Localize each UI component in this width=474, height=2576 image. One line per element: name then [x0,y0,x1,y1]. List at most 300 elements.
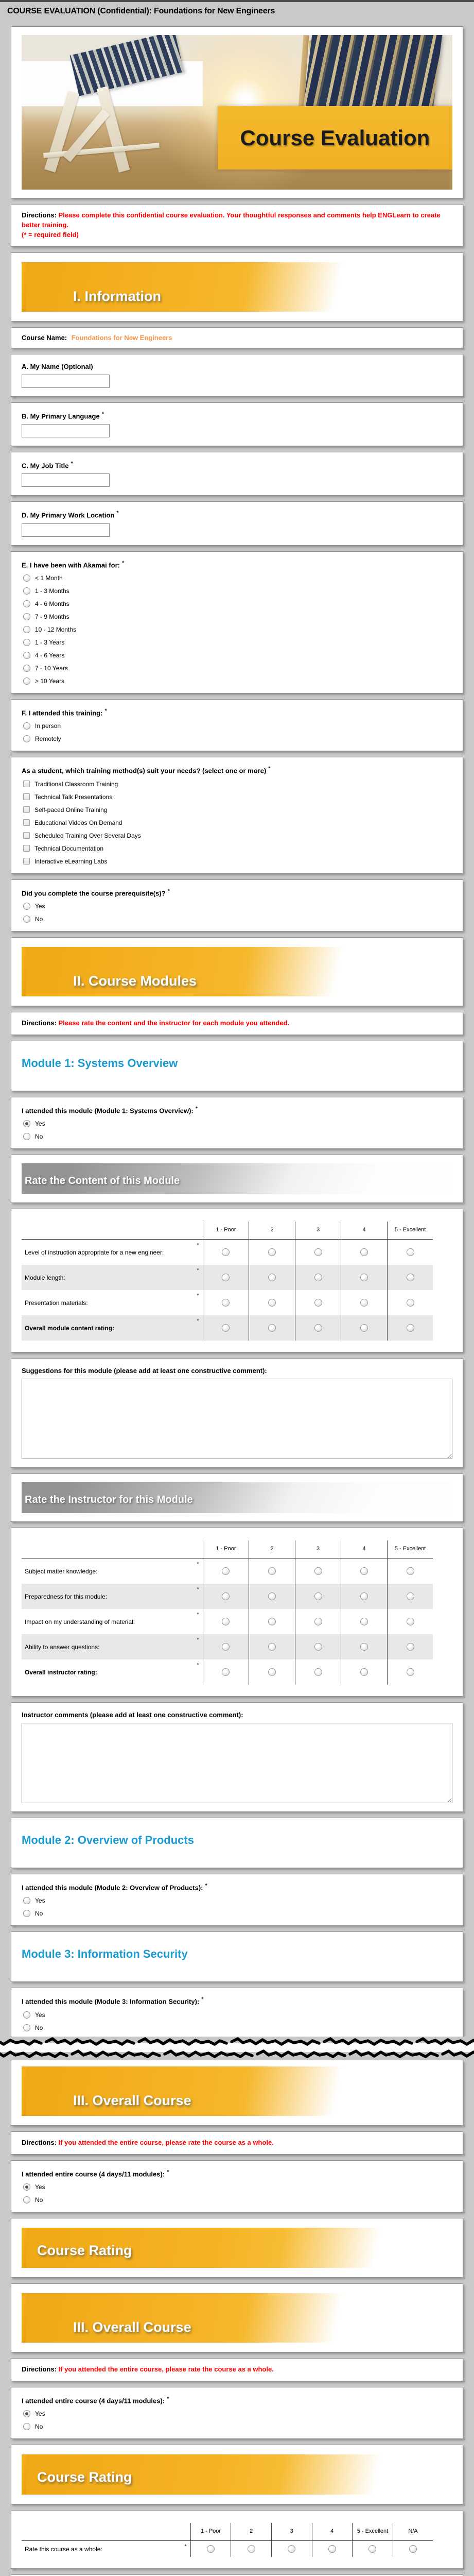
rating-radio[interactable] [407,1643,414,1651]
question-label: As a student, which training method(s) suit your needs? (select one or more) * [22,766,271,775]
table-row [22,1265,433,1290]
scale-column-header: 1 - Poor [190,2523,231,2540]
section-header-modules [11,937,463,1006]
option-label: Scheduled Training Over Several Days [34,832,141,839]
radio-option[interactable] [23,2196,452,2204]
table-row [22,1584,433,1609]
rating-radio[interactable] [222,1643,230,1651]
radio-icon [23,2024,30,2031]
required-asterisk: * [197,1561,199,1567]
section-header-overall [11,2060,463,2126]
checkbox-icon [23,793,30,800]
beach-photo [22,35,452,190]
rating-radio[interactable] [314,1567,322,1575]
radio-icon [23,665,30,672]
option-label: Yes [35,2011,45,2019]
required-asterisk: * [197,1267,199,1274]
instructor-comments-box [11,1702,463,1812]
rating-radio[interactable] [268,1592,276,1600]
rating-radio[interactable] [360,1248,368,1256]
checkbox-option[interactable] [23,832,452,839]
module-heading: Module 1: Systems Overview [22,1056,178,1070]
required-asterisk: * [101,411,104,417]
module1-content-table-box [11,1209,463,1352]
checkbox-option[interactable] [23,858,452,865]
banner-box [11,26,463,198]
gold-header-bar [22,2228,452,2268]
question-label: D. My Primary Work Location * [22,510,119,519]
rating-radio[interactable] [222,1248,230,1256]
required-asterisk: * [184,2544,187,2550]
radio-icon [23,2196,30,2204]
option-label: Yes [35,1897,45,1905]
banner-title: Course Evaluation [240,125,430,150]
rating-radio[interactable] [360,1567,368,1575]
option-label: 10 - 12 Months [35,625,77,633]
rating-radio[interactable] [314,1618,322,1625]
option-label: Self-paced Online Training [34,806,108,814]
scale-column-header: 1 - Poor [203,1222,249,1239]
radio-icon [23,652,30,659]
question-label: I attended this module (Module 2: Overview of Products): * [22,1883,207,1892]
option-label: In person [35,722,61,730]
option-label: Remotely [35,735,61,743]
required-asterisk: * [205,1883,207,1889]
required-asterisk: * [197,1612,199,1618]
question-label: I attended this module (Module 1: Systems Overview): * [22,1105,198,1114]
required-note: (* = required field) [22,230,79,239]
rating-radio[interactable] [222,1592,230,1600]
rating-table [22,1222,433,1341]
attended-how-options [22,722,452,742]
torn-edge [0,2037,474,2060]
radio-icon [23,574,30,582]
question-prereq-box [11,879,463,931]
table-row [22,1659,433,1685]
attend-entire-course-box-2 [11,2387,463,2439]
option-label: 1 - 3 Months [35,587,69,595]
rating-table [22,2523,433,2557]
question-language-box [11,402,463,446]
row-label: Level of instruction appropriate for a new engineer: [25,1248,164,1256]
scale-column-header: 2 [249,1540,295,1558]
option-label: No [35,2024,43,2031]
rating-radio[interactable] [360,1274,368,1281]
required-asterisk: * [116,510,119,517]
option-label: Technical Talk Presentations [34,793,113,801]
module2-attend-box [11,1874,463,1926]
table-row [22,1290,433,1315]
rating-radio[interactable] [407,1592,414,1600]
row-label: Overall instructor rating: [25,1668,97,1676]
banner-title-plate [218,106,452,170]
directions-text: Directions: Please complete this confidential course evaluation. Your thoughtful responses and comments help ENGLearn to create better training. (* = required field) [22,211,441,239]
rating-radio[interactable] [407,1668,414,1676]
option-label: No [35,1133,43,1140]
required-asterisk: * [197,1662,199,1668]
radio-option[interactable] [23,613,452,620]
radio-option[interactable] [23,587,452,595]
language-input[interactable] [22,424,110,437]
option-label: > 10 Years [35,677,65,685]
radio-option[interactable] [23,2011,452,2019]
required-asterisk: * [195,1105,198,1112]
directions-text: Directions: If you attended the entire course, please rate the course as a whole. [22,2365,274,2373]
radio-option[interactable] [23,626,452,633]
module1-attend-options [22,1120,452,1140]
checkbox-option[interactable] [23,845,452,852]
rate-instructor-header-box [11,1473,463,1522]
radio-option[interactable] [23,1910,452,1917]
table-header-row [22,1222,433,1240]
section-title: III. Overall Course [73,2319,191,2335]
radio-option[interactable] [23,574,452,582]
rating-radio[interactable] [407,1324,414,1332]
rating-radio[interactable] [268,1324,276,1332]
radio-icon [23,600,30,607]
row-label: Impact on my understanding of material: [25,1618,135,1625]
scale-column-header: 2 [249,1222,295,1239]
question-attended-how-box [11,699,463,751]
module-heading: Module 3: Information Security [22,1947,188,1961]
question-job-title-box [11,452,463,496]
scale-column-header: 3 [271,2523,312,2540]
radio-icon [23,1120,30,1127]
checkbox-icon [23,858,30,865]
checkbox-option[interactable] [23,793,452,801]
required-asterisk: * [121,560,125,566]
rating-radio[interactable] [314,1299,322,1307]
checkbox-icon [23,832,30,839]
rate-content-header-box [11,1155,463,1203]
rating-radio[interactable] [288,2545,295,2553]
table-row [22,1315,433,1341]
radio-icon [23,587,30,595]
course-rating-table-box [11,2510,463,2569]
checkbox-icon [23,806,30,813]
module2-heading-box [11,1818,463,1868]
comment-label: Suggestions for this module (please add at least one constructive comment): [22,1367,267,1375]
module3-attend-options [22,2011,452,2031]
table-row [22,1240,433,1265]
relevance-header-box [11,2574,463,2576]
required-asterisk: * [197,1242,199,1248]
scale-column-header: 5 - Excellent [352,2523,393,2540]
radio-option[interactable] [23,735,452,742]
module2-attend-options [22,1897,452,1917]
radio-option[interactable] [23,2024,452,2031]
subsection-title: Course Rating [37,2469,132,2485]
scale-column-header: 5 - Excellent [387,1540,433,1558]
required-asterisk: * [167,2168,169,2175]
scale-column-header: 2 [231,2523,271,2540]
rating-radio[interactable] [360,1618,368,1625]
question-label: A. My Name (Optional) [22,362,93,370]
option-label: 4 - 6 Months [35,600,69,607]
radio-icon [23,626,30,633]
checkbox-option[interactable] [23,781,452,788]
rating-radio[interactable] [222,1274,230,1281]
subheader-title: Rate the Content of this Module [25,1175,180,1187]
rating-radio[interactable] [222,1618,230,1625]
required-asterisk: * [268,766,271,772]
question-methods-box [11,757,463,873]
row-label: Module length: [25,1274,65,1281]
checkbox-icon [23,819,30,826]
course-rating-header-box-2 [11,2445,463,2504]
rating-radio[interactable] [222,1299,230,1307]
row-label: Overall module content rating: [25,1324,115,1332]
required-asterisk: * [104,707,107,714]
scale-column-header: 1 - Poor [203,1540,249,1558]
rating-radio[interactable] [268,1567,276,1575]
question-label: B. My Primary Language * [22,411,104,420]
section-header-information [11,252,463,321]
gray-header-bar [22,1482,452,1513]
prereq-options [22,903,452,923]
directions-label: Directions: [22,211,57,219]
rating-radio[interactable] [407,1274,414,1281]
option-label: No [35,2423,43,2430]
overall-directions-box [11,2131,463,2155]
radio-icon [23,2011,30,2019]
suggestions-box [11,1358,463,1468]
question-label: E. I have been with Akamai for: * [22,560,125,569]
row-label: Rate this course as a whole: [25,2545,102,2553]
rating-radio[interactable] [360,1299,368,1307]
overall-directions-box-2 [11,2358,463,2381]
required-asterisk: * [167,888,170,894]
rating-radio[interactable] [268,1274,276,1281]
module1-attend-box [11,1097,463,1149]
radio-icon [23,903,30,910]
rating-radio[interactable] [248,2545,255,2553]
rating-radio[interactable] [360,1643,368,1651]
module3-heading-box [11,1931,463,1982]
gray-header-bar [22,1163,452,1194]
required-asterisk: * [71,460,73,467]
rating-radio[interactable] [222,1668,230,1676]
radio-option[interactable] [23,722,452,730]
rating-radio[interactable] [268,1299,276,1307]
checkbox-option[interactable] [23,819,452,826]
rating-radio[interactable] [207,2545,215,2553]
radio-icon [23,722,30,730]
radio-icon [23,639,30,646]
module1-heading-box [11,1041,463,1091]
question-label: I attended this module (Module 3: Information Security): * [22,1996,204,2006]
rating-radio[interactable] [407,1618,414,1625]
job-title-input[interactable] [22,473,110,487]
section-title: III. Overall Course [73,2092,191,2108]
table-header-row [22,2523,433,2541]
instructor-comments-textarea[interactable] [22,1723,452,1803]
option-label: 4 - 6 Years [35,651,65,659]
table-row [22,1558,433,1584]
row-label: Ability to answer questions: [25,1643,100,1651]
row-label: Presentation materials: [25,1299,88,1307]
scale-column-header: N/A [393,2523,433,2540]
table-row [22,1634,433,1659]
rating-radio[interactable] [314,1324,322,1332]
required-asterisk: * [197,1586,199,1592]
radio-option[interactable] [23,639,452,646]
radio-icon [23,2423,30,2430]
radio-option[interactable] [23,1133,452,1140]
rating-radio[interactable] [314,1274,322,1281]
rating-radio[interactable] [328,2545,336,2553]
section-title: I. Information [73,288,161,304]
rating-radio[interactable] [314,1248,322,1256]
radio-option[interactable] [23,1897,452,1904]
required-asterisk: * [197,1318,199,1324]
required-asterisk: * [167,2395,169,2402]
comment-label: Instructor comments (please add at least one constructive comment): [22,1711,243,1719]
course-name-value: Foundations for New Engineers [71,333,172,342]
required-asterisk: * [197,1293,199,1299]
question-label: F. I attended this training: * [22,707,107,717]
question-label: I attended entire course (4 days/11 modules): * [22,2168,169,2178]
methods-options [22,781,452,865]
option-label: 1 - 3 Years [35,638,65,646]
rating-radio[interactable] [222,1567,230,1575]
radio-icon [23,1910,30,1917]
radio-icon [23,2183,30,2191]
scale-column-header: 3 [295,1222,341,1239]
rating-radio[interactable] [268,1618,276,1625]
option-label: 7 - 9 Months [35,613,69,620]
option-label: Yes [35,2410,45,2417]
page-title: COURSE EVALUATION (Confidential): Foundations for New Engineers [7,7,275,15]
option-label: < 1 Month [35,574,63,582]
course-name-box [11,327,463,348]
checkbox-icon [23,845,30,852]
course-name-label: Course Name: [22,333,67,342]
radio-icon [23,1133,30,1140]
radio-icon [23,2410,30,2417]
course-rating-header-box [11,2218,463,2278]
rating-radio[interactable] [407,1248,414,1256]
required-asterisk: * [201,1996,204,2003]
rating-radio[interactable] [314,1668,322,1676]
option-label: Yes [35,902,45,910]
module1-instructor-table-box [11,1528,463,1697]
suggestions-textarea[interactable] [22,1379,452,1459]
rating-radio[interactable] [407,1567,414,1575]
scale-column-header: 4 [341,1540,387,1558]
radio-option[interactable] [23,2410,452,2417]
subsection-title: Course Rating [37,2242,132,2258]
rating-radio[interactable] [360,1668,368,1676]
option-label: Yes [35,1120,45,1127]
rating-radio[interactable] [360,1324,368,1332]
row-label: Subject matter knowledge: [25,1567,98,1575]
option-label: Interactive eLearning Labs [34,857,108,865]
attend-entire-course-box [11,2160,463,2212]
required-asterisk: * [197,1637,199,1643]
work-location-input[interactable] [22,523,110,537]
attend-entire-options [22,2183,452,2204]
radio-icon [23,613,30,620]
radio-option[interactable] [23,652,452,659]
radio-option[interactable] [23,2183,452,2191]
option-label: No [35,915,43,923]
table-row [22,2541,433,2557]
gold-header-bar [22,262,452,312]
table-row [22,1609,433,1634]
radio-icon [23,916,30,923]
radio-option[interactable] [23,903,452,910]
radio-option[interactable] [23,916,452,923]
directions-text: Directions: Please rate the content and the instructor for each module you attended. [22,1019,290,1027]
option-label: 7 - 10 Years [35,664,68,672]
row-label: Preparedness for this module: [25,1592,108,1600]
radio-icon [23,735,30,742]
radio-option[interactable] [23,677,452,685]
name-input[interactable] [22,375,110,388]
rating-radio[interactable] [407,1299,414,1307]
subheader-title: Rate the Instructor for this Module [25,1494,193,1505]
option-label: Technical Documentation [34,844,104,852]
radio-icon [23,1897,30,1904]
module3-attend-box [11,1988,463,2036]
option-label: No [35,2196,43,2204]
scale-column-header: 4 [341,1222,387,1239]
gold-header-bar [22,2293,452,2343]
module-heading: Module 2: Overview of Products [22,1834,194,1846]
option-label: Yes [35,2183,45,2191]
scale-column-header: 3 [295,1540,341,1558]
checkbox-icon [23,781,30,787]
question-tenure-box [11,551,463,693]
rating-radio[interactable] [268,1643,276,1651]
gold-header-bar [22,2454,452,2495]
question-label: I attended entire course (4 days/11 modules): * [22,2395,169,2404]
radio-option[interactable] [23,665,452,672]
scale-column-header: 5 - Excellent [387,1222,433,1239]
rating-radio[interactable] [222,1324,230,1332]
question-name-box [11,354,463,397]
question-work-location-box [11,501,463,545]
radio-option[interactable] [23,2423,452,2430]
rating-radio[interactable] [360,1592,368,1600]
attend-entire-options-2 [22,2410,452,2430]
table-header-row [22,1540,433,1558]
radio-option[interactable] [23,1120,452,1127]
scale-column-header: 4 [312,2523,353,2540]
directions-box [11,204,463,247]
radio-icon [23,677,30,685]
rating-radio[interactable] [268,1668,276,1676]
question-label: Did you complete the course prerequisite(s)? * [22,888,170,897]
rating-radio[interactable] [268,1248,276,1256]
option-label: No [35,1910,43,1918]
gold-header-bar [22,2066,452,2116]
section-header-overall-2 [11,2283,463,2352]
directions-text: Directions: If you attended the entire course, please rate the course as a whole. [22,2138,274,2146]
rating-table [22,1540,433,1685]
question-label: C. My Job Title * [22,460,73,470]
rating-radio[interactable] [314,1592,322,1600]
rating-radio[interactable] [314,1643,322,1651]
section-title: II. Course Modules [73,973,197,989]
checkbox-option[interactable] [23,806,452,814]
tenure-options [22,574,452,685]
radio-option[interactable] [23,600,452,607]
rating-radio[interactable] [368,2545,376,2553]
rating-radio[interactable] [409,2545,417,2553]
gold-header-bar [22,947,452,996]
